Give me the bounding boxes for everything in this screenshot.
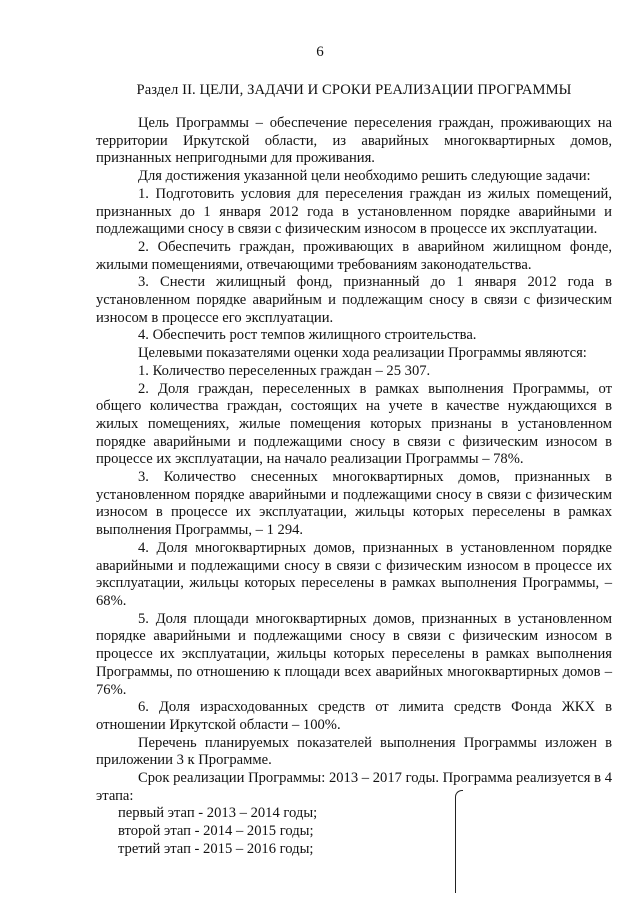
paragraph-indicator-3: 3. Количество снесенных многоквартирных домов, признанных в установленном порядке аварийными и подлежащими сносу в связи с физическим износом в процессе их эксплуатации, жильцы которых переселены в рамках выполнения Программы, – 1 294.: [96, 469, 612, 539]
paragraph-task-4: 4. Обеспечить рост темпов жилищного строительства.: [138, 327, 477, 344]
paragraph-task-3: 3. Снести жилищный фонд, признанный до 1 января 2012 года в установленном порядке аварийным и подлежащим сносу в связи с физическим износом в процессе его эксплуатации.: [96, 274, 612, 326]
stage-item-3: третий этап - 2015 – 2016 годы;: [118, 840, 314, 857]
paragraph-indicator-2: 2. Доля граждан, переселенных в рамках выполнения Программы, от общего количества граждан, состоящих на учете в качестве нуждающихся в жилых помещениях, жилые помещения которых признаны в установленном порядке аварийными и подлежащими сносу в связи с физическим износом в процессе их эксплуатации, на начало реализации Программы – 78%.: [96, 380, 612, 468]
paragraph-indicators-list-reference: Перечень планируемых показателей выполнения Программы изложен в приложении 3 к Программе.: [96, 734, 612, 769]
paragraph-tasks-intro: Для достижения указанной цели необходимо решить следующие задачи:: [138, 168, 591, 185]
page-number: 6: [316, 44, 324, 60]
paragraph-indicator-4: 4. Доля многоквартирных домов, признанных в установленном порядке аварийными и подлежащими сносу в связи с физическим износом в процессе их эксплуатации, жильцы которых переселены в рамках выполнения Программы, – 68%.: [96, 539, 612, 609]
paragraph-program-term: Срок реализации Программы: 2013 – 2017 годы. Программа реализуется в 4 этапа:: [96, 770, 612, 804]
paragraph-indicator-1: 1. Количество переселенных граждан – 25 307.: [138, 362, 431, 379]
paragraph-task-1: 1. Подготовить условия для переселения граждан из жилых помещений, признанных до 1 января 2012 года в установленном порядке аварийными и подлежащими сносу в связи с физическим износом в процессе их эксплуатации.: [96, 185, 612, 238]
body-text: [96, 115, 612, 859]
paragraph-goal: Цель Программы – обеспечение переселения граждан, проживающих на территории Иркутской области, из аварийных многоквартирных домов, признанных непригодными для проживания.: [96, 115, 612, 167]
bracket-mark: [455, 790, 463, 893]
paragraph-indicator-5: 5. Доля площади многоквартирных домов, признанных в установленном порядке аварийными и подлежащими сносу в связи с физическим износом в процессе их эксплуатации, жильцы которых переселены в рамках выполнения Программы, по отношению к площади всех аварийных многоквартирных домов – 76%.: [96, 610, 612, 698]
stage-item-1: первый этап - 2013 – 2014 годы;: [118, 805, 318, 822]
paragraph-indicators-intro: Целевыми показателями оценки хода реализации Программы являются:: [138, 345, 587, 362]
stage-item-2: второй этап - 2014 – 2015 годы;: [118, 823, 314, 840]
paragraph-indicator-6: 6. Доля израсходованных средств от лимита средств Фонда ЖКХ в отношении Иркутской области – 100%.: [96, 699, 612, 733]
paragraph-task-2: 2. Обеспечить граждан, проживающих в аварийном жилищном фонде, жилыми помещениями, отвечающими требованиям законодательства.: [96, 238, 612, 273]
section-title: Раздел II. ЦЕЛИ, ЗАДАЧИ И СРОКИ РЕАЛИЗАЦИИ ПРОГРАММЫ: [136, 82, 572, 98]
